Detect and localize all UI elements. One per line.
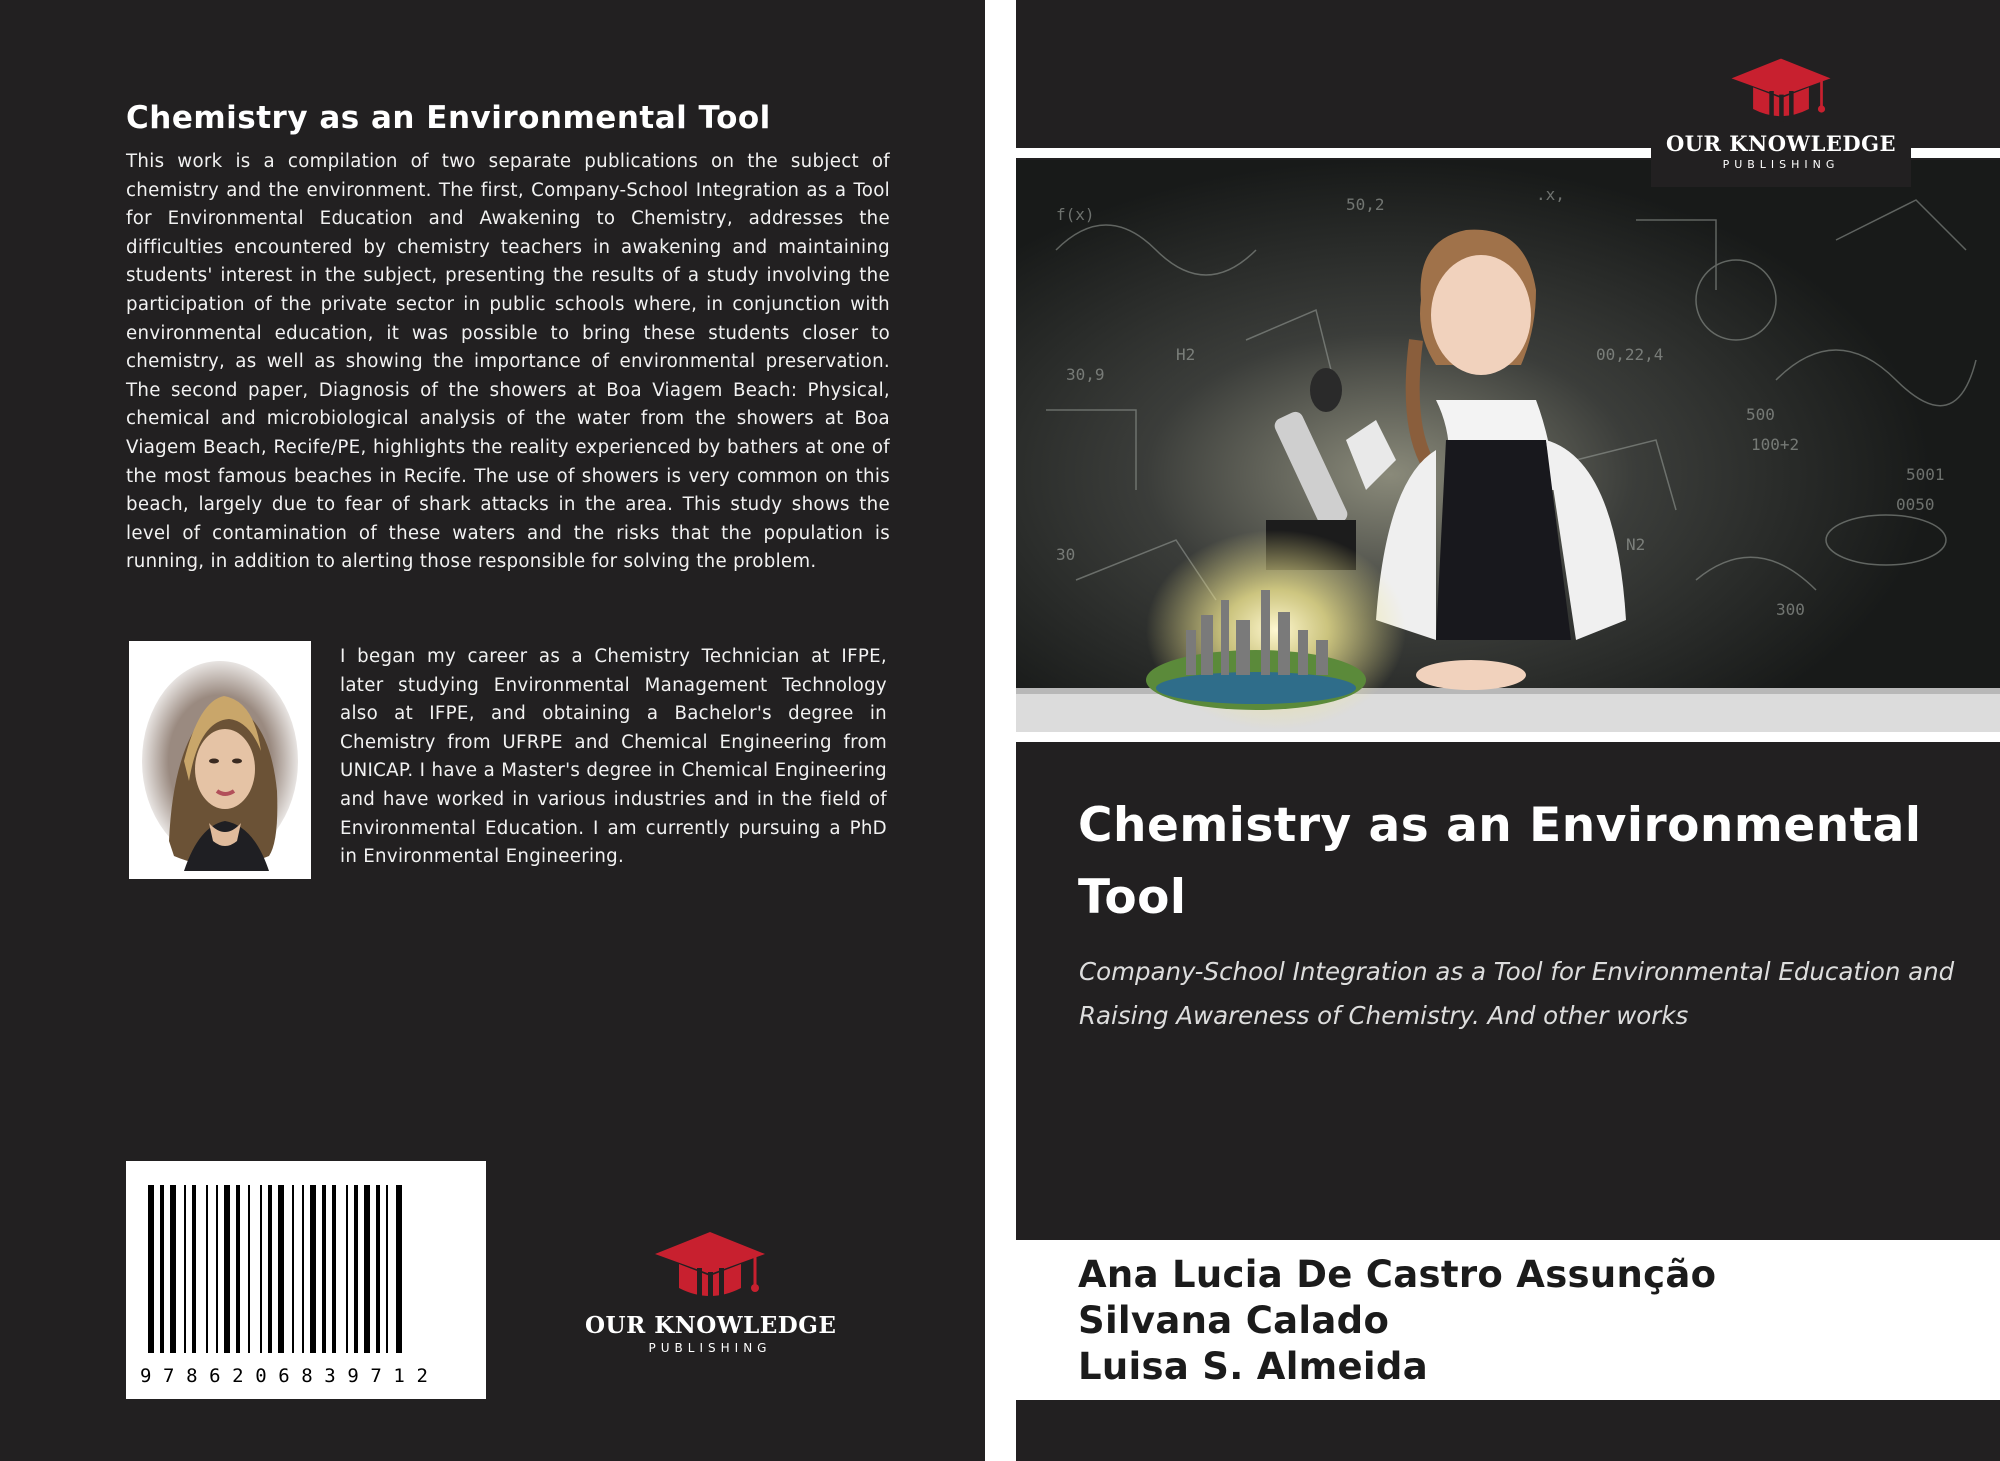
svg-text:300: 300: [1776, 600, 1805, 619]
svg-text:0050: 0050: [1896, 495, 1935, 514]
barcode-bar: [302, 1185, 304, 1353]
cover-photo: [1016, 160, 2000, 732]
barcode-bar: [236, 1185, 240, 1353]
publisher-logo-front-box: [1651, 45, 1911, 187]
publisher-logo-back: [585, 1228, 835, 1355]
barcode-bar: [292, 1185, 294, 1353]
svg-text:5001: 5001: [1906, 465, 1945, 484]
front-divider-bottom: [1016, 732, 2000, 742]
barcode-bar: [268, 1185, 272, 1353]
publisher-name: OUR KNOWLEDGE: [1665, 131, 1897, 156]
barcode-bar: [260, 1185, 262, 1353]
barcode-bar: [206, 1185, 208, 1353]
author-name: Ana Lucia De Castro Assunção: [1078, 1253, 1717, 1296]
barcode-bar: [396, 1185, 402, 1353]
author-portrait: [129, 641, 311, 879]
barcode-bar: [376, 1185, 380, 1353]
svg-text:f(x): f(x): [1056, 205, 1095, 224]
barcode-bar: [148, 1185, 154, 1353]
barcode-bar: [310, 1185, 316, 1353]
barcode-icon: [126, 1161, 486, 1399]
svg-text:500: 500: [1746, 405, 1775, 424]
barcode-bar: [278, 1185, 284, 1353]
isbn-barcode: [126, 1161, 486, 1399]
svg-text:50,2: 50,2: [1346, 195, 1385, 214]
barcode-bar: [354, 1185, 358, 1353]
author-list: [1078, 1252, 1716, 1390]
svg-text:.x,: .x,: [1536, 185, 1565, 204]
barcode-bar: [248, 1185, 250, 1353]
barcode-bar: [322, 1185, 326, 1353]
author-bio: I began my career as a Chemistry Technician at IFPE, later studying Environmental Management Technology also at IFPE, and obtaining a Bachelor's degree in Chemistry from UFRPE and Chemical Engineering from UNICAP. I have a Master's degree in Chemical Engineering and have worked in various industries and in the field of Environmental Education. I am currently pursuing a PhD in Environmental Engineering.: [340, 646, 887, 868]
publisher-tagline: PUBLISHING: [648, 1341, 772, 1355]
publisher-tagline: PUBLISHING: [1722, 158, 1840, 171]
cover-illustration: [1016, 160, 2000, 732]
front-cover-subtitle: Company-School Integration as a Tool for Environmental Education and Raising Awareness of Chemistry. And other works: [1079, 957, 1955, 1030]
svg-text:N2: N2: [1626, 535, 1646, 554]
graduation-cap-icon: [645, 1228, 775, 1308]
barcode-bar: [364, 1185, 370, 1353]
barcode-bar: [160, 1185, 164, 1353]
svg-text:H2: H2: [1176, 345, 1196, 364]
barcode-bar: [184, 1185, 186, 1353]
barcode-bar: [192, 1185, 196, 1353]
back-cover: [0, 0, 985, 1461]
svg-text:30: 30: [1056, 545, 1076, 564]
barcode-bar: [346, 1185, 348, 1353]
svg-text:00,22,4: 00,22,4: [1596, 345, 1664, 364]
back-cover-title: Chemistry as an Environmental Tool: [126, 100, 771, 136]
isbn-digits: 9786206839712: [136, 1365, 480, 1387]
authors-band: [1016, 1240, 2000, 1400]
publisher-logo-front: [1651, 55, 1911, 171]
svg-text:30,9: 30,9: [1066, 365, 1105, 384]
front-cover-title: Chemistry as an Environmental Tool: [1078, 798, 1922, 925]
author-name: Silvana Calado: [1078, 1299, 1390, 1342]
publisher-name: OUR KNOWLEDGE: [585, 1312, 837, 1339]
barcode-bar: [224, 1185, 230, 1353]
barcode-bar: [386, 1185, 388, 1353]
barcode-bar: [216, 1185, 218, 1353]
author-photo: [129, 641, 311, 879]
author-name: Luisa S. Almeida: [1078, 1345, 1428, 1388]
barcode-bar: [332, 1185, 336, 1353]
graduation-cap-icon: [1721, 55, 1841, 127]
book-description: This work is a compilation of two separate publications on the subject of chemistry and the environment. The first, Company-School Integration as a Tool for Environmental Education and Awakening to Chemistry, addresses the difficulties encountered by chemistry teachers in awakening and maintaining students' interest in the subject, presenting the results of a study involving the participation of the private sector in public schools where, in conjunction with environmental education, it was possible to bring these students closer to chemistry, as well as showing the importance of environmental preservation. The second paper, Diagnosis of the showers at Boa Viagem Beach: Physical, chemical and microbiological analysis of the water from the showers at Boa Viagem Beach, Recife/PE, highlights the reality experienced by bathers at one of the most famous beaches in Recife. The use of showers is very common on this beach, largely due to fear of shark attacks in the area. This study shows the level of contamination of these waters and the risks that the population is running, in addition to alerting those responsible for solving the problem.: [126, 151, 890, 573]
barcode-bar: [170, 1185, 176, 1353]
svg-text:100+2: 100+2: [1751, 435, 1800, 454]
